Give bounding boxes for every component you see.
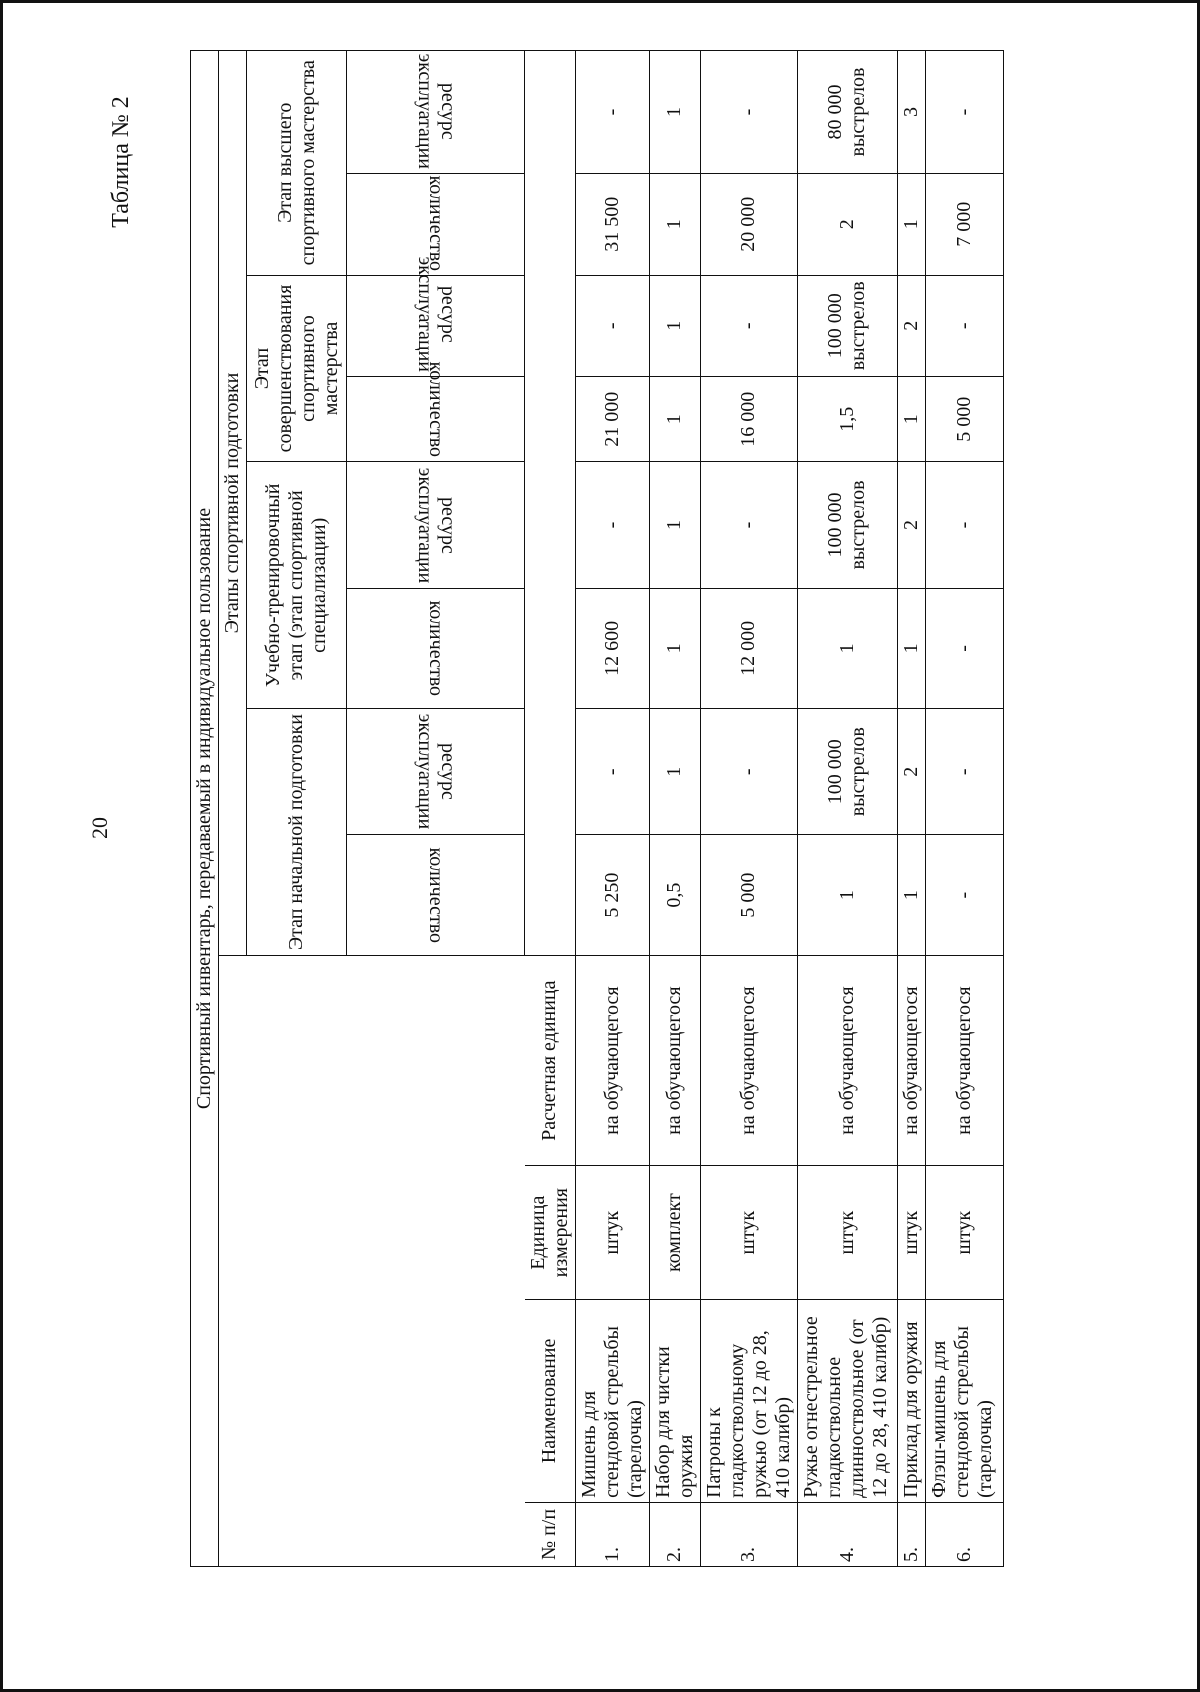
inventory-table xyxy=(190,50,1004,1567)
resource-cell: 100 000 выстрелов xyxy=(797,275,897,376)
stage-initial: Этап начальной подготовки xyxy=(247,709,347,956)
quantity-cell: 5 250 xyxy=(575,835,649,956)
item-name: Ружье огнестрельное гладкоствольное длинноствольное (от 12 до 28, 410 калибр) xyxy=(797,1299,897,1502)
sub-quantity-3: количество xyxy=(347,377,525,462)
stage-training: Учебно-тренировочный этап (этап спортивной специализации) xyxy=(247,462,347,709)
resource-cell: 1 xyxy=(649,275,700,376)
col-name-header: Наименование xyxy=(525,1299,576,1502)
quantity-cell: 5 000 xyxy=(700,835,797,956)
quantity-cell: 1 xyxy=(797,835,897,956)
resource-cell: - xyxy=(700,462,797,588)
item-name: Патроны к гладкоствольному ружью (от 12 до 28, 410 калибр) xyxy=(700,1299,797,1502)
resource-cell: - xyxy=(925,51,1003,174)
stage-highest: Этап высшего спортивного мастерства xyxy=(247,51,347,276)
resource-cell: 2 xyxy=(897,709,925,835)
item-calc-unit: на обучающегося xyxy=(575,955,649,1165)
quantity-cell: 1 xyxy=(649,588,700,709)
quantity-cell: 20 000 xyxy=(700,174,797,275)
quantity-cell: 1 xyxy=(649,174,700,275)
item-unit: штук xyxy=(575,1166,649,1300)
stage-improvement: Этап совершенствования спортивного мастерства xyxy=(247,275,347,462)
header-spacer xyxy=(219,955,525,1566)
table-row xyxy=(649,51,700,1567)
page-number: 20 xyxy=(87,817,112,839)
sub-resource-3: ресурс эксплуатации xyxy=(347,275,525,376)
resource-cell: 100 000 выстрелов xyxy=(797,709,897,835)
table-body xyxy=(575,51,1003,1567)
row-number: 1. xyxy=(575,1502,649,1566)
quantity-cell: 1,5 xyxy=(797,377,897,462)
quantity-cell: - xyxy=(925,588,1003,709)
resource-cell: - xyxy=(575,51,649,174)
table-caption: Таблица № 2 xyxy=(108,96,134,228)
item-unit: штук xyxy=(797,1166,897,1300)
quantity-cell: 21 000 xyxy=(575,377,649,462)
quantity-cell: 2 xyxy=(797,174,897,275)
quantity-cell: 31 500 xyxy=(575,174,649,275)
resource-cell: - xyxy=(925,709,1003,835)
quantity-cell: 1 xyxy=(897,588,925,709)
quantity-cell: - xyxy=(925,835,1003,956)
row-number: 6. xyxy=(925,1502,1003,1566)
header-gap xyxy=(525,51,576,956)
quantity-cell: 1 xyxy=(897,377,925,462)
resource-cell: - xyxy=(575,709,649,835)
resource-cell: - xyxy=(700,51,797,174)
item-unit: штук xyxy=(700,1166,797,1300)
item-name: Мишень для стендовой стрельбы (тарелочка) xyxy=(575,1299,649,1502)
quantity-cell: 1 xyxy=(797,588,897,709)
col-calc-header: Расчетная единица xyxy=(525,955,576,1165)
resource-cell: 100 000 выстрелов xyxy=(797,462,897,588)
item-name: Приклад для оружия xyxy=(897,1299,925,1502)
quantity-cell: 1 xyxy=(897,835,925,956)
item-name: Флэш-мишень для стендовой стрельбы (тарелочка) xyxy=(925,1299,1003,1502)
resource-cell: 1 xyxy=(649,51,700,174)
resource-cell: 2 xyxy=(897,275,925,376)
rotated-table-container xyxy=(108,50,996,1567)
quantity-cell: 1 xyxy=(649,377,700,462)
table-row xyxy=(897,51,925,1567)
quantity-cell: 0,5 xyxy=(649,835,700,956)
row-number: 3. xyxy=(700,1502,797,1566)
resource-cell: 2 xyxy=(897,462,925,588)
sub-quantity-1: количество xyxy=(347,835,525,956)
quantity-cell: 12 000 xyxy=(700,588,797,709)
resource-cell: - xyxy=(925,462,1003,588)
item-calc-unit: на обучающегося xyxy=(897,955,925,1165)
sub-resource-4: ресурс эксплуатации xyxy=(347,51,525,174)
resource-cell: - xyxy=(700,709,797,835)
stages-header: Этапы спортивной подготовки xyxy=(219,51,247,956)
resource-cell: 1 xyxy=(649,709,700,835)
table-row xyxy=(797,51,897,1567)
item-unit: штук xyxy=(925,1166,1003,1300)
col-unit-header: Единица измерения xyxy=(525,1166,576,1300)
sub-resource-2: ресурс эксплуатации xyxy=(347,462,525,588)
quantity-cell: 5 000 xyxy=(925,377,1003,462)
item-calc-unit: на обучающегося xyxy=(925,955,1003,1165)
quantity-cell: 1 xyxy=(897,174,925,275)
quantity-cell: 7 000 xyxy=(925,174,1003,275)
resource-cell: 1 xyxy=(649,462,700,588)
resource-cell: 80 000 выстрелов xyxy=(797,51,897,174)
resource-cell: 3 xyxy=(897,51,925,174)
item-calc-unit: на обучающегося xyxy=(797,955,897,1165)
table-row xyxy=(575,51,649,1567)
resource-cell: - xyxy=(575,462,649,588)
col-num-header: № п/п xyxy=(525,1502,576,1566)
table-title: Спортивный инвентарь, передаваемый в индивидуальное пользование xyxy=(191,51,219,1567)
quantity-cell: 16 000 xyxy=(700,377,797,462)
resource-cell: - xyxy=(575,275,649,376)
sub-resource-1: ресурс эксплуатации xyxy=(347,709,525,835)
row-number: 5. xyxy=(897,1502,925,1566)
item-unit: штук xyxy=(897,1166,925,1300)
row-number: 2. xyxy=(649,1502,700,1566)
resource-cell: - xyxy=(925,275,1003,376)
item-unit: комплект xyxy=(649,1166,700,1300)
item-name: Набор для чистки оружия xyxy=(649,1299,700,1502)
table-row xyxy=(925,51,1003,1567)
resource-cell: - xyxy=(700,275,797,376)
sub-quantity-2: количество xyxy=(347,588,525,709)
row-number: 4. xyxy=(797,1502,897,1566)
item-calc-unit: на обучающегося xyxy=(649,955,700,1165)
quantity-cell: 12 600 xyxy=(575,588,649,709)
table-row xyxy=(700,51,797,1567)
item-calc-unit: на обучающегося xyxy=(700,955,797,1165)
sub-quantity-4: количество xyxy=(347,174,525,275)
